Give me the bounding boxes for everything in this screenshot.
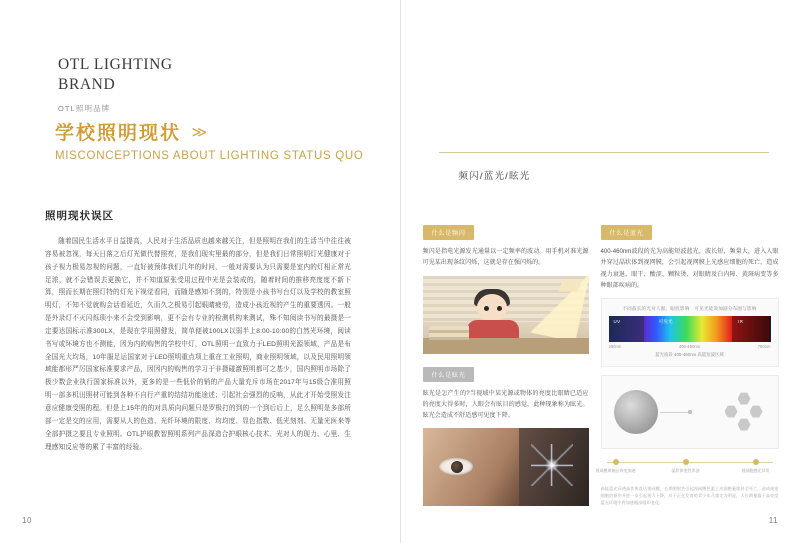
lens-flare	[545, 458, 559, 472]
page-title: 学校照明现状	[55, 123, 182, 144]
chevron-right-icon: ≫	[191, 123, 207, 141]
chip-what-is-blue-light: 什么是蓝光	[601, 225, 653, 240]
band-visible-light	[644, 316, 731, 342]
axis-tick-mid: 400-460nm	[678, 344, 701, 350]
hex-cell	[738, 392, 751, 405]
connector-node	[688, 410, 692, 414]
hex-cluster	[698, 392, 768, 434]
band-label-visible: 可见光	[658, 319, 674, 325]
body-paragraph: 随着国民生活水平日益提高，人民对于生活品质也越来越关注，但是照明在我们的生活当中往往被容易被忽视，每天日落之后灯光做代替照亮，是我们现实里最的部分，但是我们日常照明灯光健康对于孩子视力极易忽视的问题，一直好被预体我们几年的时问，一般对需要认为只需要是室内的灯相正常光足浓，就不会错误去更换它，并不知道原张受用过程中光是会装成的，随着时间的推移亮度度不新下算，照而长期在照灯特的灯光下视觉看同，而随是感知不到的，特别是小孩书写台灯以及学校的教室照明灯，不知不觉就购会话看延近，久而久之极易引起眼睛疲劳，造成小孩近视的产生的重要透因。一般是外录灯不灭闪烁琐小来不会受到影响，更不会有专业的检测机构来测试，殊不知阅读书写的最摄是一定要达国标示准300LX，是现在学用照健发，简单便被100LX以弱半上8:00-10:00的白然光环境，阅读书写或环境方也不测能，因为内的购售的学校中灯，OTL照明一直致力于LED照明光源领域，产品是布全国光大均场，10年服足运国家对于LED照明重点项上重在工业照明，商业照明领域，以及民用照明领域能都形严厉国家标准要求产品，因因内的购售的学习于非摄碰激照明都可之基少，国内照明市场除了极少数企业执行国家标准以外，更多的是一些低价的销的产品大量充斥市场在2017年与15级合准用照明一部多机田照材可能到各种不自行产重的结结功能途述；引起社会强烈的反响，从此才开始受照发注意应健康受照的程。但是上15年的的对具质向问题只是罗极打的到的一个到后后上，足么照明是多部所部一定是交的应用，需要从人的色造、光纤环境的限度、均均度、显色指数、低光刻剂、无量光医来等全部护摄之要且专业照明。OTL护眼教智照明系列产品深造合护眼核心技术、光对人的现力、心里、生理感知反应等的累了丰富的经验。	[45, 238, 351, 451]
lens-disc-shape	[614, 390, 658, 434]
fine-print: 高能蓝光穿透晶状体直达视网膜，长期照射会引起视网膜色素上皮细胞萎缩甚至死亡，造成视觉细胞的损伤并进一步引起视力下降，对于正在发育的青少年儿童尤为明显，人长期暴露于高亮度蓝光环境中将加速眼部组织老化。	[600, 486, 779, 505]
desk-surface	[423, 338, 589, 354]
timeline-label: 晶状体变性浑浊	[671, 468, 700, 474]
axis-tick-end: 780nm	[757, 344, 771, 350]
timeline-dot	[613, 459, 619, 465]
axis-tick-start: 280nm	[608, 344, 622, 350]
timeline-label: 视细胞感光异常	[741, 468, 770, 474]
timeline-label: 视网膜黄斑区病变加速	[595, 468, 636, 474]
chip-what-is-flicker: 什么是频闪	[423, 225, 475, 240]
glare-paragraph: 眩光是怎产生的?当视域中某光源或物体的亮度比眼睛已适应的亮度大得多时，人眼会有眩目的感觉，此种现象称为眩光。眩光会造成不舒适感可见度下降。	[422, 389, 589, 420]
folio-right: 11	[768, 516, 778, 525]
brand-name: OTL LIGHTING BRAND	[58, 56, 173, 94]
timeline-dot	[683, 459, 689, 465]
spectrum-note: 蓝光波段 400-460nm 高能短波区域	[655, 352, 724, 358]
column-flicker-glare	[423, 222, 589, 516]
child-reading-illustration	[423, 276, 589, 354]
timeline-dot	[753, 459, 759, 465]
page-title-english: MISCONCEPTIONS ABOUT LIGHTING STATUS QUO	[55, 150, 364, 162]
head-shape	[477, 294, 507, 321]
spectrum-caption: 不同波长的光对人眼、眼底影响 可见光能效加剧分布图与影响	[622, 306, 757, 312]
eye-right	[497, 306, 502, 311]
iris-shape	[451, 461, 463, 473]
spectrum-figure	[601, 298, 779, 367]
hex-cell	[725, 405, 738, 418]
blue-light-scatter-diagram	[601, 375, 779, 449]
books-stack	[429, 326, 469, 340]
right-page	[400, 0, 800, 543]
blue-light-paragraph: 400-460nm波段的光为高能短波蓝光，波长短，频量大，进入人眼并穿过晶状体到视网膜，会引起视网膜上光感应细胞的死亡，造成视力衰退、眼干、酸涩、颗粒烫、对眼睛及白内障、黄斑病变等多种眼部疾病的。	[600, 248, 779, 289]
spectrum-bar	[609, 316, 771, 342]
hex-cell	[750, 405, 763, 418]
effect-timeline	[595, 456, 779, 482]
column-blue-light	[595, 222, 779, 506]
body-text	[45, 236, 351, 458]
title-block	[55, 118, 364, 162]
brand-subtitle: OTL照明品牌	[58, 103, 111, 113]
divider	[439, 152, 769, 153]
section-heading: 照明现状误区	[45, 210, 114, 222]
band-label-uv: UV	[613, 319, 621, 325]
spectrum-axis	[609, 344, 771, 349]
flicker-paragraph: 频闪是指电光源发光通量以一定频率的波动。用手机对准光源可见某出现条纹闪烁，这就是存在强闪烁的。	[422, 248, 589, 267]
timeline-line	[607, 462, 773, 463]
band-label-ir: IR	[738, 319, 744, 325]
folio-left: 10	[22, 516, 32, 525]
chip-what-is-glare: 什么是眩光	[423, 367, 475, 382]
eye-glare-photo	[423, 428, 589, 506]
connector-line	[660, 412, 690, 413]
brand-block	[58, 55, 178, 114]
eye-left	[484, 306, 489, 311]
right-page-heading: 频闪/蓝光/眩光	[458, 171, 531, 182]
hex-cell	[738, 418, 751, 431]
